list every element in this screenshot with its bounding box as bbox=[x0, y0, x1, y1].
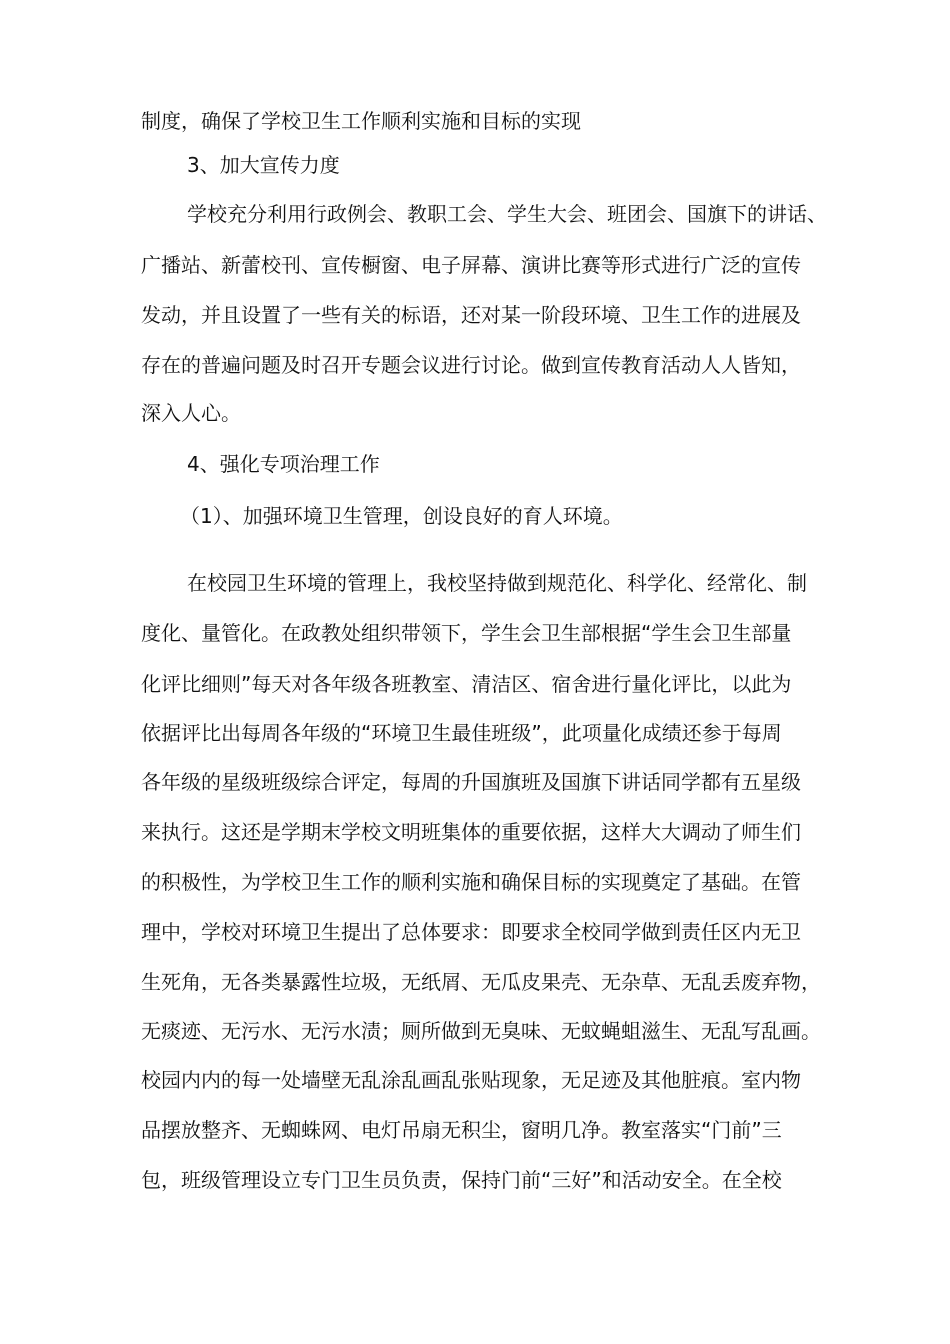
body-text-line: 深入人心。 bbox=[141, 401, 241, 425]
body-text-line: 存在的普遍问题及时召开专题会议进行讨论。做到宣传教育活动人人皆知， bbox=[141, 353, 801, 377]
body-text-line: 依据评比出每周各年级的“环境卫生最佳班级”，此项量化成绩还参于每周 bbox=[141, 721, 782, 745]
body-text-line: 品摆放整齐、无蜘蛛网、电灯吊扇无积尘，窗明几净。教室落实“门前”三 bbox=[141, 1118, 782, 1142]
body-text-line: 广播站、新蕾校刊、宣传橱窗、电子屏幕、演讲比赛等形式进行广泛的宣传 bbox=[141, 253, 801, 277]
body-text-line: 校园内内的每一处墙壁无乱涂乱画乱张贴现象，无足迹及其他脏痕。室内物 bbox=[141, 1068, 801, 1092]
body-text-line: 发动，并且设置了一些有关的标语，还对某一阶段环境、卫生工作的进展及 bbox=[141, 303, 801, 327]
section-heading: 4、强化专项治理工作 bbox=[187, 452, 380, 476]
body-text-line: 来执行。这还是学期末学校文明班集体的重要依据，这样大大调动了师生们 bbox=[141, 820, 801, 844]
body-text-line: 学校充分利用行政例会、教职工会、学生大会、班团会、国旗下的讲话、 bbox=[187, 202, 827, 226]
body-text-line: 在校园卫生环境的管理上，我校坚持做到规范化、科学化、经常化、制 bbox=[187, 571, 807, 595]
section-heading: 3、加大宣传力度 bbox=[187, 153, 340, 177]
body-text-line: 理中，学校对环境卫生提出了总体要求：即要求全校同学做到责任区内无卫 bbox=[141, 920, 801, 944]
body-text-line: 包，班级管理设立专门卫生员负责，保持门前“三好”和活动安全。在全校 bbox=[141, 1168, 782, 1192]
body-text-line: 无痰迹、无污水、无污水渍；厕所做到无臭味、无蚊蝇蛆滋生、无乱写乱画。 bbox=[141, 1019, 821, 1043]
body-text-line: 度化、量管化。在政教处组织带领下，学生会卫生部根据“学生会卫生部量 bbox=[141, 621, 792, 645]
body-text-line: 的积极性，为学校卫生工作的顺利实施和确保目标的实现奠定了基础。在管 bbox=[141, 870, 801, 894]
body-text-line: 生死角，无各类暴露性垃圾，无纸屑、无瓜皮果壳、无杂草、无乱丢废弃物， bbox=[141, 970, 821, 994]
body-text-line: 各年级的星级班级综合评定，每周的升国旗班及国旗下讲话同学都有五星级 bbox=[141, 770, 801, 794]
subsection-heading: （1）、加强环境卫生管理，创设良好的育人环境。 bbox=[180, 504, 623, 528]
body-text-line: 化评比细则”每天对各年级各班教室、清洁区、宿舍进行量化评比，以此为 bbox=[141, 672, 792, 696]
body-text-line: 制度，确保了学校卫生工作顺利实施和目标的实现 bbox=[141, 109, 581, 133]
